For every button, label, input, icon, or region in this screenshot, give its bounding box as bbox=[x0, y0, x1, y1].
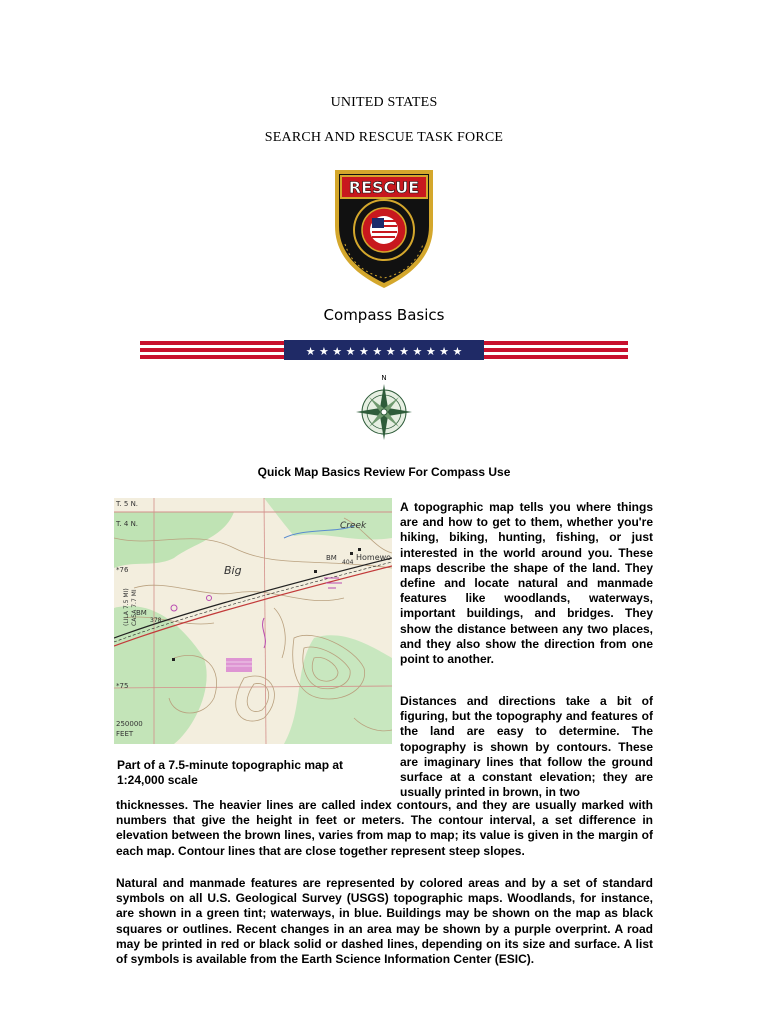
paragraph-features: Natural and manmade features are represented by colored areas and by a set of standard symbols on all U.S. Geological Survey (USGS) topographic maps. Woodlands, for instance, are shown in a green tint; waterways, in blue. Buildings may be shown on the map as black squares or outlines. Recent changes in an area may be shown by a purple overprint. A road may be printed in red or black solid or dashed lines, depending on its size and surface. A list of symbols is available from the Earth Science Information Center (ESIC). bbox=[116, 876, 653, 967]
map-label-bm2-elev: 378 bbox=[150, 617, 162, 624]
topographic-map-image bbox=[114, 498, 392, 744]
map-caption bbox=[117, 758, 377, 788]
compass-rose-icon bbox=[354, 372, 414, 444]
map-label-homewo: Homewo bbox=[356, 553, 392, 562]
section-heading: Quick Map Basics Review For Compass Use bbox=[257, 465, 511, 479]
header-united-states: UNITED STATES bbox=[330, 95, 438, 110]
flag-banner bbox=[140, 340, 628, 360]
banner-stars: ★ ★ ★ ★ ★ ★ ★ ★ ★ ★ ★ ★ bbox=[305, 345, 463, 358]
map-caption-line1: Part of a 7.5-minute topographic map at bbox=[117, 758, 344, 772]
map-label-creek: Creek bbox=[340, 521, 367, 531]
paragraph-distances-part1: Distances and directions take a bit of figuring, but the topography and features of the land are easy to determine. The topography is shown by contours. These are imaginary lines that follow the ground surface at a constant elevation; they are usually printed in brown, in two bbox=[400, 694, 653, 800]
map-label-t76: *76 bbox=[116, 566, 129, 574]
map-label-t4n: T. 4 N. bbox=[116, 520, 139, 528]
map-label-big: Big bbox=[224, 564, 242, 577]
map-label-scale: 250000 bbox=[116, 720, 143, 728]
document-title: Compass Basics bbox=[323, 306, 445, 324]
map-label-t75: *75 bbox=[116, 682, 129, 690]
map-label-bm1: BM bbox=[326, 554, 337, 562]
map-label-feet: FEET bbox=[116, 730, 134, 738]
paragraph-topographic-map: A topographic map tells you where things are and how to get to them, whether you're hiking, biking, hunting, fishing, or just interested in the world around you. These maps describe the shape of the land. They define and locate natural and manmade features like woodlands, waterways, important buildings, and bridges. They show the distance between any two places, and they also show the direction from one point to another. bbox=[400, 500, 653, 667]
header-task-force: SEARCH AND RESCUE TASK FORCE bbox=[264, 130, 504, 145]
map-label-t5n: T. 5 N. bbox=[116, 500, 139, 508]
compass-north-label: N bbox=[381, 374, 387, 382]
map-label-bm2: BM bbox=[136, 609, 147, 617]
map-caption-line2: 1:24,000 scale bbox=[117, 773, 198, 787]
paragraph-distances-part2: thicknesses. The heavier lines are called index contours, and they are usually marked with numbers that give the height in feet or meters. The contour interval, a set difference in elevation between the brown lines, varies from map to map; its value is given in the margin of each map. Contour lines that are close together represent steep slopes. bbox=[116, 798, 653, 858]
map-label-bm1-elev: 404 bbox=[342, 559, 354, 566]
rescue-badge-icon bbox=[331, 166, 437, 290]
badge-text: RESCUE bbox=[348, 178, 420, 197]
map-label-side2: CASA 7.7 MI bbox=[131, 589, 138, 626]
map-label-side: (LILA 7.5 MI) bbox=[123, 588, 130, 626]
